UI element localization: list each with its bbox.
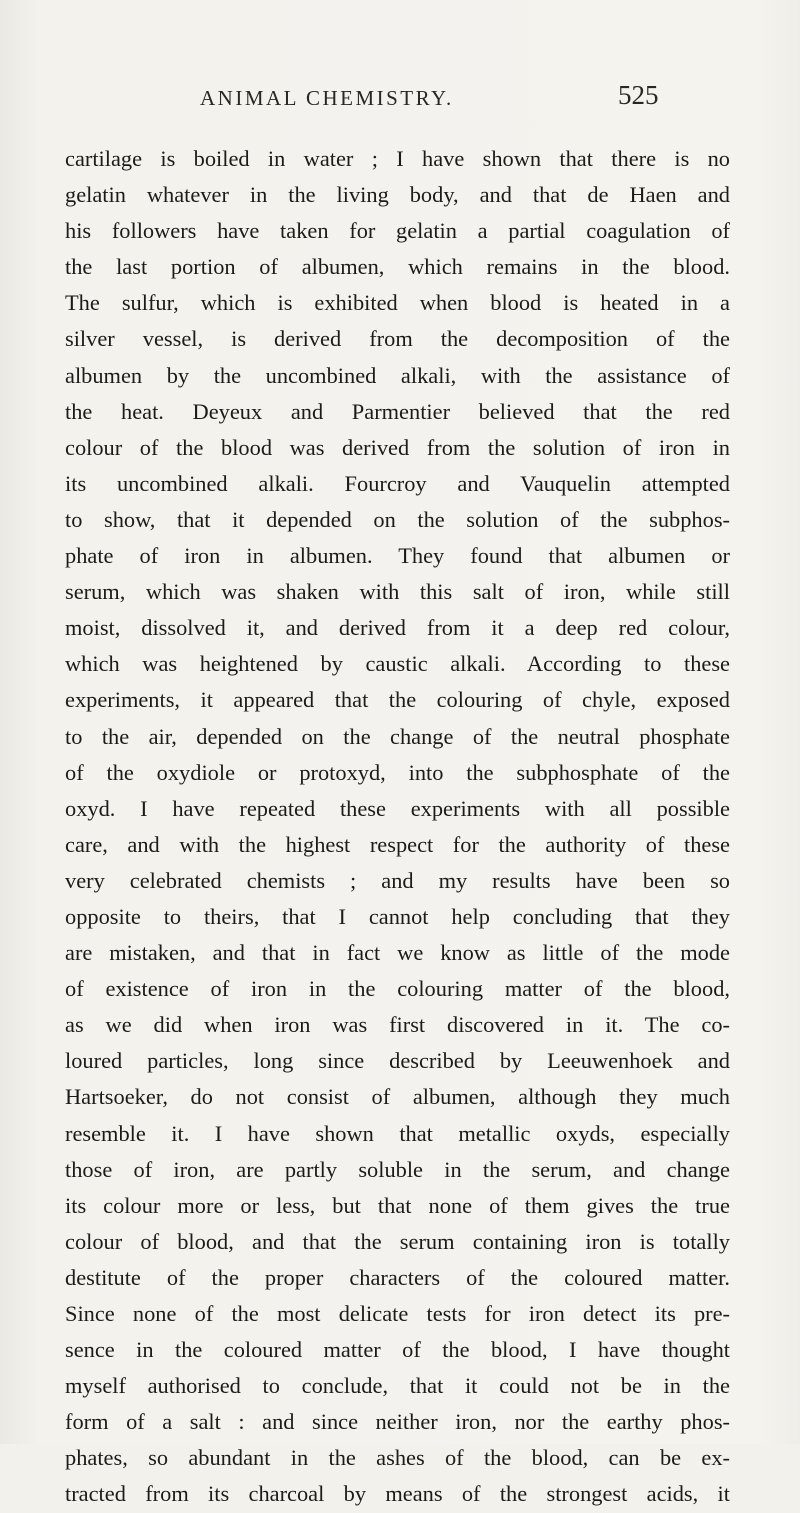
text-line: which was heightened by caustic alkali. According to these <box>65 651 730 677</box>
text-line: to show, that it depended on the solution of the subphos- <box>65 506 730 532</box>
page-number: 525 <box>618 80 659 110</box>
text-line: phate of iron in albumen. They found that albumen or <box>65 543 730 569</box>
text-line: Hartsoeker, do not consist of albumen, although they much <box>65 1084 730 1110</box>
text-line: opposite to theirs, that I cannot help concluding that they <box>65 903 730 929</box>
text-line: oxyd. I have repeated these experiments with all possible <box>65 795 730 821</box>
body-text <box>65 141 730 1513</box>
text-line: Since none of the most delicate tests for iron detect its pre- <box>65 1301 730 1326</box>
text-line: the last portion of albumen, which remains in the blood. <box>65 254 730 280</box>
text-line: of existence of iron in the colouring matter of the blood, <box>65 976 730 1002</box>
text-line: colour of the blood was derived from the solution of iron in <box>65 434 730 460</box>
text-line: those of iron, are partly soluble in the serum, and change <box>65 1156 730 1182</box>
text-line: experiments, it appeared that the colouring of chyle, exposed <box>65 687 730 713</box>
text-line: form of a salt : and since neither iron, nor the earthy phos- <box>65 1409 730 1435</box>
text-line: myself authorised to conclude, that it could not be in the <box>65 1373 730 1399</box>
text-line: as we did when iron was first discovered in it. The co- <box>65 1012 730 1038</box>
text-line: very celebrated chemists ; and my results have been so <box>65 867 730 893</box>
text-line: tracted from its charcoal by means of the strongest acids, it <box>65 1481 730 1507</box>
page-header <box>0 80 800 120</box>
text-line: its uncombined alkali. Fourcroy and Vauquelin attempted <box>65 470 730 496</box>
text-line: of the oxydiole or protoxyd, into the subphosphate of the <box>65 759 730 785</box>
text-line: albumen by the uncombined alkali, with the assistance of <box>65 362 730 388</box>
text-line: destitute of the proper characters of the coloured matter. <box>65 1264 730 1290</box>
text-line: moist, dissolved it, and derived from it a deep red colour, <box>65 615 730 641</box>
text-line: silver vessel, is derived from the decomposition of the <box>65 326 730 352</box>
text-line: serum, which was shaken with this salt of iron, while still <box>65 579 730 605</box>
text-line: are mistaken, and that in fact we know as little of the mode <box>65 940 730 966</box>
text-line: to the air, depended on the change of the neutral phosphate <box>65 723 730 749</box>
text-line: sence in the coloured matter of the blood, I have thought <box>65 1337 730 1363</box>
running-head: ANIMAL CHEMISTRY. <box>200 86 454 110</box>
text-line: his followers have taken for gelatin a partial coagulation of <box>65 218 730 244</box>
text-line: The sulfur, which is exhibited when blood is heated in a <box>65 290 730 316</box>
text-line: phates, so abundant in the ashes of the blood, can be ex- <box>65 1445 730 1471</box>
text-line: care, and with the highest respect for the authority of these <box>65 831 730 857</box>
text-line: loured particles, long since described by Leeuwenhoek and <box>65 1048 730 1074</box>
text-line: cartilage is boiled in water ; I have shown that there is no <box>65 146 730 171</box>
text-line: resemble it. I have shown that metallic oxyds, especially <box>65 1120 730 1146</box>
text-line: the heat. Deyeux and Parmentier believed that the red <box>65 398 730 424</box>
text-line: its colour more or less, but that none of them gives the true <box>65 1192 730 1218</box>
text-line: gelatin whatever in the living body, and that de Haen and <box>65 182 730 208</box>
text-line: colour of blood, and that the serum containing iron is totally <box>65 1228 730 1254</box>
